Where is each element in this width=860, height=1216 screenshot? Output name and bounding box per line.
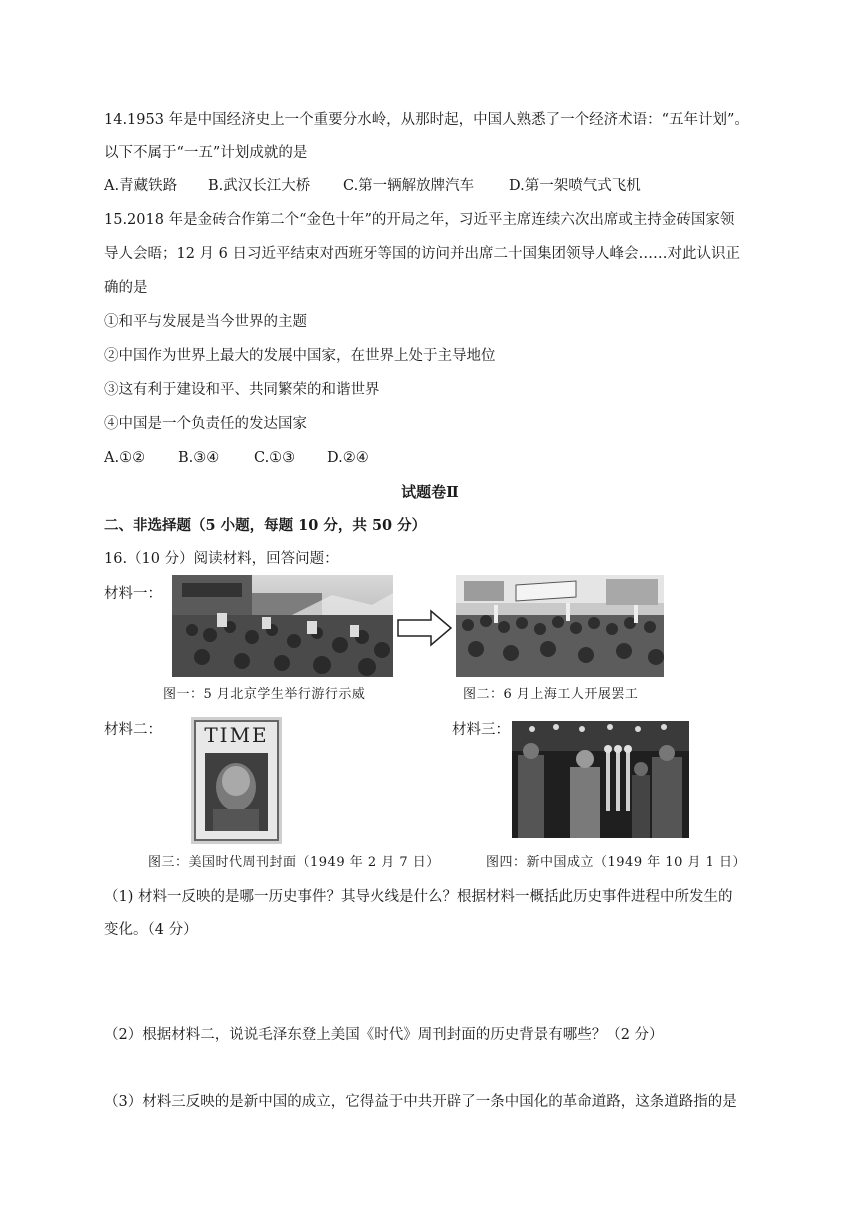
right-arrow-icon xyxy=(397,609,453,647)
fig3-caption: 图三：美国时代周刊封面（1949 年 2 月 7 日） xyxy=(148,855,440,870)
q16-intro: 16.（10 分）阅读材料，回答问题： xyxy=(104,551,339,567)
q15-option-d: D.②④ xyxy=(327,450,369,466)
q14-options xyxy=(104,176,641,196)
fig2-workers-strike-photo xyxy=(456,575,664,677)
fig2-caption: 图二：6 月上海工人开展罢工 xyxy=(463,687,639,702)
fig1-student-protest-photo xyxy=(172,575,393,677)
q14-option-b: B.武汉长江大桥 xyxy=(208,178,311,194)
material-1-label: 材料一： xyxy=(104,586,162,602)
q16-sub2: （2）根据材料二，说说毛泽东登上美国《时代》周刊封面的历史背景有哪些？（2 分） xyxy=(104,1027,664,1043)
section-heading: 二、非选择题（5 小题，每题 10 分，共 50 分） xyxy=(104,517,427,534)
q15-stem-line1: 15.2018 年是金砖合作第二个“金色十年”的开局之年，习近平主席连续六次出席或主持金砖国家领 xyxy=(104,212,735,228)
q15-stem-line3: 确的是 xyxy=(104,280,148,296)
fig1-caption: 图一：5 月北京学生举行游行示威 xyxy=(163,687,366,702)
q15-item-1: ①和平与发展是当今世界的主题 xyxy=(104,314,307,330)
q15-item-2: ②中国作为世界上最大的发展中国家，在世界上处于主导地位 xyxy=(104,348,496,364)
q15-stem-line2: 导人会晤；12 月 6 日习近平结束对西班牙等国的访问并出席二十国集团领导人峰会……对此认识正 xyxy=(104,246,740,262)
q16-sub3: （3）材料三反映的是新中国的成立，它得益于中共开辟了一条中国化的革命道路，这条道路指的是 xyxy=(104,1094,737,1110)
fig1-photo-graphic xyxy=(172,575,393,677)
q15-option-a: A.①② xyxy=(104,450,146,466)
material-2-label: 材料二： xyxy=(104,722,162,738)
q14-option-d: D.第一架喷气式飞机 xyxy=(509,178,641,194)
q14-option-c: C.第一辆解放牌汽车 xyxy=(343,178,475,194)
time-logo: TIME xyxy=(204,723,269,747)
q15-item-4: ④中国是一个负责任的发达国家 xyxy=(104,416,307,432)
q14-stem-line1: 14.1953 年是中国经济史上一个重要分水岭，从那时起，中国人熟悉了一个经济术语：“五年计划”。 xyxy=(104,112,749,128)
q14-option-a: A.青藏铁路 xyxy=(104,178,178,194)
q16-sub1-line2: 变化。（4 分） xyxy=(104,922,198,938)
q15-item-3: ③这有利于建设和平、共同繁荣的和谐世界 xyxy=(104,382,380,398)
q14-stem-line2: 以下不属于“一五”计划成就的是 xyxy=(104,145,308,161)
fig4-photo-graphic xyxy=(512,721,689,838)
fig2-photo-graphic xyxy=(456,575,664,677)
q15-option-c: C.①③ xyxy=(254,450,296,466)
q15-options xyxy=(104,448,369,468)
q15-option-b: B.③④ xyxy=(178,450,220,466)
section-title: 试题卷Ⅱ xyxy=(401,483,459,501)
fig4-caption: 图四：新中国成立（1949 年 10 月 1 日） xyxy=(486,855,747,870)
fig3-time-cover-photo xyxy=(191,717,282,844)
fig4-prc-founding-photo xyxy=(512,721,689,838)
material-3-label: 材料三： xyxy=(452,722,510,738)
q16-sub1-line1: （1) 材料一反映的是哪一历史事件？其导火线是什么？根据材料一概括此历史事件进程中所发生的 xyxy=(104,889,733,905)
